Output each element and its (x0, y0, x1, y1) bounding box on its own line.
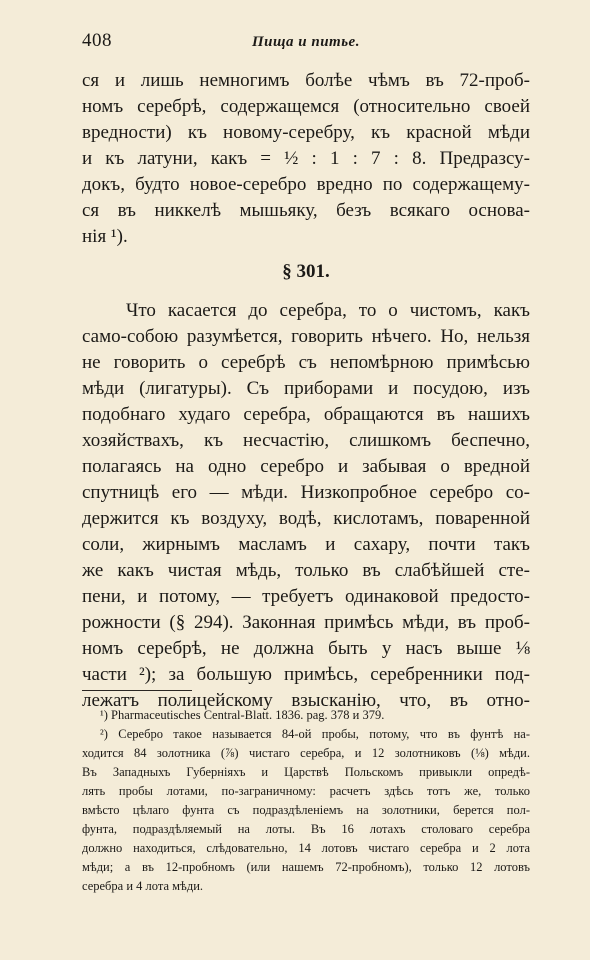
running-title: Пища и питье. (252, 34, 360, 50)
text-line: полагаясь на одно серебро и забывая о вредной (82, 456, 530, 477)
text-line: само-собою разумѣется, говорить нѣчего. Но, нельзя (82, 326, 530, 347)
footnote-2-line: ходится 84 золотника (⅞) чистаго серебра, и 12 золотниковъ (⅛) мѣди. (82, 746, 530, 760)
text-line: соли, жирнымъ масламъ и сахару, почти такъ (82, 534, 530, 555)
footnotes (82, 706, 530, 896)
footnote-2-line: серебра и 4 лота мѣди. (82, 879, 204, 893)
text-line: держится къ воздуху, водѣ, кислотамъ, поваренной (82, 508, 530, 529)
main-text (82, 68, 530, 714)
text-line: и къ латуни, какъ = ½ : 1 : 7 : 8. Предразсу- (82, 148, 530, 169)
text-line: спутницѣ его — мѣди. Низкопробное серебро со- (82, 482, 530, 503)
text-line: номъ серебрѣ, не должна быть у насъ выше ⅛ (82, 638, 530, 659)
text-line: не говорить о серебрѣ съ непомѣрною примѣсью (82, 352, 530, 373)
paragraph-section-301 (82, 298, 530, 714)
text-line: мѣди (лигатуры). Съ приборами и посудою, изъ (82, 378, 530, 399)
footnote-1: ¹) Pharmaceutisches Central-Blatt. 1836. pag. 378 и 379. (100, 708, 385, 722)
text-line: же какъ чистая мѣдь, только въ слабѣйшей сте- (82, 560, 530, 581)
footnote-2-line: мѣди; а въ 12-пробномъ (или нашемъ 72-пробномъ), только 12 лотовъ (82, 860, 530, 874)
text-line: рожности (§ 294). Законная примѣсь мѣди, въ проб- (82, 612, 530, 633)
text-line: докъ, будто новое-серебро вредно по содержащему- (82, 174, 530, 195)
footnote-2-line: вмѣсто цѣлаго фунта съ подраздѣленіемъ на золотники, берется пол- (82, 803, 530, 817)
footnote-2-line: ²) Серебро такое называется 84-ой пробы, потому, что въ фунтѣ на- (100, 727, 530, 741)
text-line: ся и лишь немногимъ болѣе чѣмъ въ 72-проб- (82, 70, 530, 91)
footnote-divider (82, 690, 192, 691)
text-line: пени, и потому, — требуетъ одинаковой предосто- (82, 586, 530, 607)
text-line: лежатъ полицейскому взысканію, что, въ отно- (82, 690, 530, 711)
text-line: нія ¹). (82, 226, 128, 247)
text-line: номъ серебрѣ, содержащемся (относительно своей (82, 96, 530, 117)
footnote-2-line: лять пробы лотами, по-заграничному: расчетъ здѣсь тотъ же, только (82, 784, 530, 798)
paragraph-continued (82, 68, 530, 250)
footnote-2-line: должно находиться, слѣдовательно, 14 лотовъ чистаго серебра и 2 лота (82, 841, 530, 855)
page-number: 408 (82, 30, 112, 51)
footnote-2-line: фунта, подраздѣляемый на лоты. Въ 16 лотахъ столоваго серебра (82, 822, 530, 836)
text-line: хозяйствахъ, къ несчастію, слишкомъ беспечно, (82, 430, 530, 451)
section-heading: § 301. (282, 261, 330, 282)
footnote-2-line: Въ Западныхъ Губерніяхъ и Царствѣ Польскомъ привыкли опредѣ- (82, 765, 530, 779)
page-header (82, 30, 530, 54)
text-line: Что касается до серебра, то о чистомъ, какъ (126, 300, 530, 321)
text-line: подобнаго худаго серебра, обращаются въ нашихъ (82, 404, 530, 425)
text-line: ся въ никкелѣ мышьяку, безъ всякаго основа- (82, 200, 530, 221)
text-line: части ²); за большую примѣсь, серебренники под- (82, 664, 530, 685)
text-line: вредности) къ новому-серебру, къ красной мѣди (82, 122, 530, 143)
